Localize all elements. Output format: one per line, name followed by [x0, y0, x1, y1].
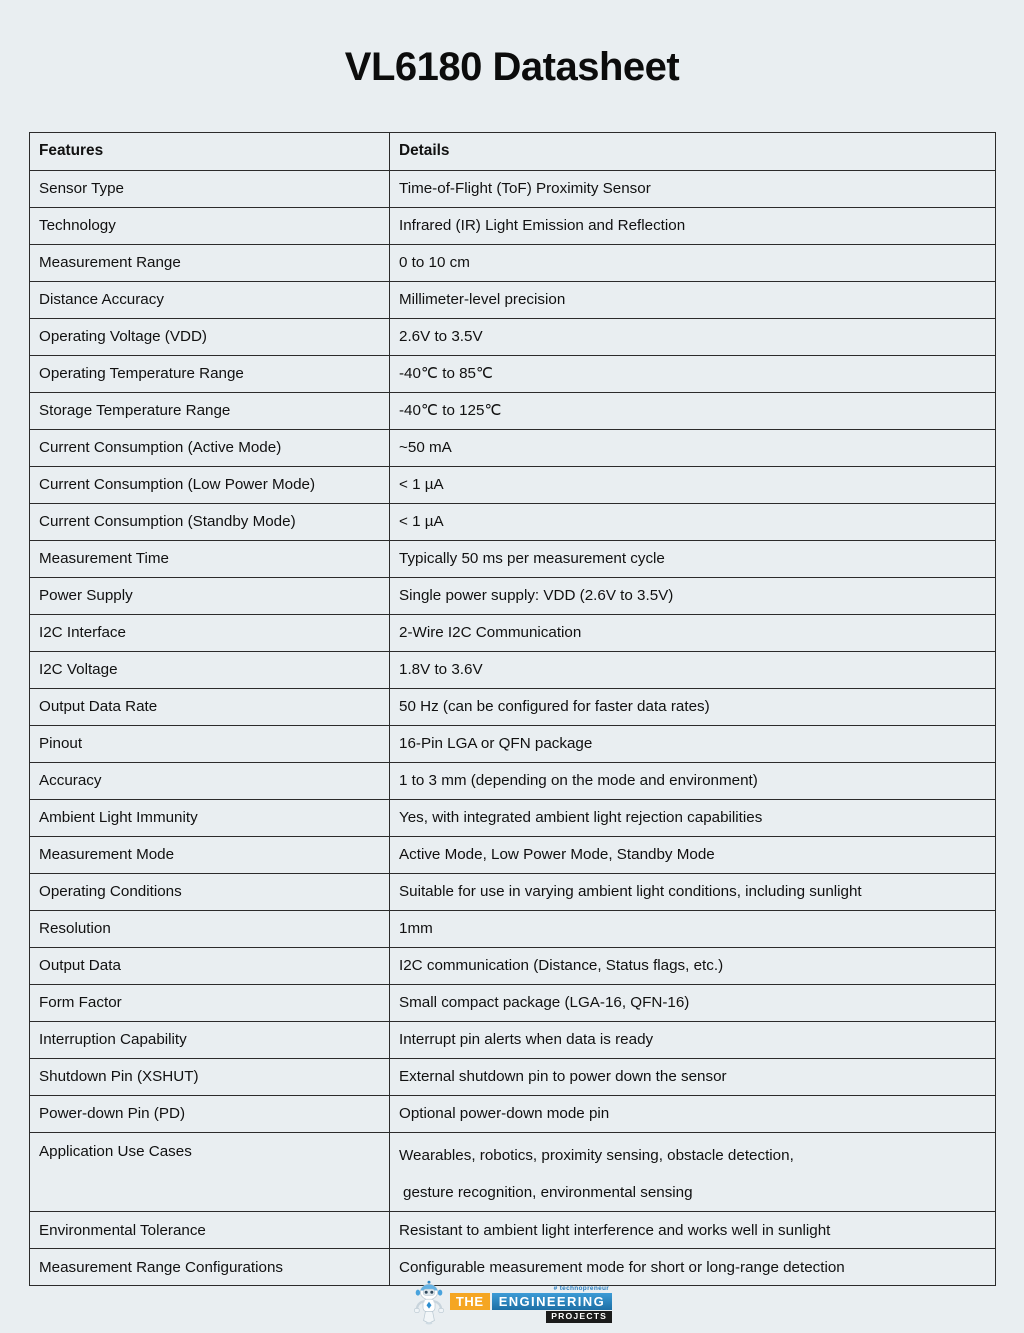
table-row — [30, 947, 996, 984]
logo-wordmark — [450, 1285, 612, 1325]
table-row — [30, 503, 996, 540]
cell-feature: I2C Voltage — [30, 651, 390, 688]
specification-table — [29, 132, 996, 1286]
cell-feature: Accuracy — [30, 762, 390, 799]
cell-detail: 1.8V to 3.6V — [390, 651, 996, 688]
cell-detail: Resistant to ambient light interference and works well in sunlight — [390, 1212, 996, 1249]
datasheet-page — [0, 27, 1024, 1333]
table-row — [30, 984, 996, 1021]
cell-detail: External shutdown pin to power down the sensor — [390, 1058, 996, 1095]
cell-detail — [390, 1132, 996, 1211]
cell-detail: ~50 mA — [390, 429, 996, 466]
the-engineering-projects-logo — [412, 1279, 612, 1325]
cell-feature: Measurement Range Configurations — [30, 1249, 390, 1286]
cell-feature: Output Data Rate — [30, 688, 390, 725]
cell-feature: Operating Temperature Range — [30, 355, 390, 392]
cell-detail: 50 Hz (can be configured for faster data rates) — [390, 688, 996, 725]
table-row — [30, 1021, 996, 1058]
cell-detail: Single power supply: VDD (2.6V to 3.5V) — [390, 577, 996, 614]
table-row — [30, 244, 996, 281]
cell-feature: Operating Conditions — [30, 873, 390, 910]
cell-detail: Active Mode, Low Power Mode, Standby Mode — [390, 836, 996, 873]
table-row — [30, 762, 996, 799]
cell-detail: -40℃ to 85℃ — [390, 355, 996, 392]
table-row — [30, 170, 996, 207]
robot-mascot-icon — [412, 1279, 446, 1325]
cell-feature: Application Use Cases — [30, 1132, 390, 1211]
cell-detail: 2.6V to 3.5V — [390, 318, 996, 355]
logo-badges — [450, 1293, 612, 1311]
logo-badge-engineering: ENGINEERING — [492, 1293, 612, 1311]
table-body — [30, 170, 996, 1285]
cell-feature: Power Supply — [30, 577, 390, 614]
table-row — [30, 540, 996, 577]
cell-detail: Millimeter-level precision — [390, 281, 996, 318]
table-header — [30, 132, 996, 170]
table-row — [30, 725, 996, 762]
footer-logo — [0, 1279, 1024, 1325]
cell-detail: Suitable for use in varying ambient light conditions, including sunlight — [390, 873, 996, 910]
cell-detail: Interrupt pin alerts when data is ready — [390, 1021, 996, 1058]
cell-feature: Measurement Mode — [30, 836, 390, 873]
logo-tagline: # technopreneur — [553, 1284, 610, 1292]
cell-feature: Interruption Capability — [30, 1021, 390, 1058]
cell-detail: -40℃ to 125℃ — [390, 392, 996, 429]
cell-detail-line-2: gesture recognition, environmental sensing — [403, 1183, 693, 1201]
cell-feature: Resolution — [30, 910, 390, 947]
cell-detail-line-1: Wearables, robotics, proximity sensing, obstacle detection, — [399, 1146, 794, 1164]
logo-badge-the: THE — [450, 1293, 490, 1311]
table-row — [30, 1058, 996, 1095]
table-row — [30, 318, 996, 355]
table-row — [30, 836, 996, 873]
cell-feature: Pinout — [30, 725, 390, 762]
cell-feature: Sensor Type — [30, 170, 390, 207]
table-row — [30, 281, 996, 318]
cell-feature: Measurement Time — [30, 540, 390, 577]
cell-detail: 1 to 3 mm (depending on the mode and environment) — [390, 762, 996, 799]
cell-detail: Infrared (IR) Light Emission and Reflection — [390, 207, 996, 244]
cell-detail: Typically 50 ms per measurement cycle — [390, 540, 996, 577]
table-row — [30, 873, 996, 910]
table-row — [30, 577, 996, 614]
table-row — [30, 207, 996, 244]
cell-detail: 16-Pin LGA or QFN package — [390, 725, 996, 762]
cell-detail: Configurable measurement mode for short or long-range detection — [390, 1249, 996, 1286]
cell-detail: Small compact package (LGA-16, QFN-16) — [390, 984, 996, 1021]
table-row — [30, 355, 996, 392]
table-row — [30, 614, 996, 651]
cell-detail: < 1 µA — [390, 466, 996, 503]
cell-feature: Current Consumption (Active Mode) — [30, 429, 390, 466]
cell-feature: Storage Temperature Range — [30, 392, 390, 429]
cell-feature: Ambient Light Immunity — [30, 799, 390, 836]
table-row — [30, 910, 996, 947]
cell-feature: Operating Voltage (VDD) — [30, 318, 390, 355]
cell-feature: Environmental Tolerance — [30, 1212, 390, 1249]
cell-feature: Shutdown Pin (XSHUT) — [30, 1058, 390, 1095]
cell-feature: Current Consumption (Low Power Mode) — [30, 466, 390, 503]
table-row — [30, 1095, 996, 1132]
table-row — [30, 688, 996, 725]
cell-detail: < 1 µA — [390, 503, 996, 540]
cell-feature: Distance Accuracy — [30, 281, 390, 318]
cell-feature: Current Consumption (Standby Mode) — [30, 503, 390, 540]
table-row — [30, 799, 996, 836]
cell-detail: 1mm — [390, 910, 996, 947]
table-row — [30, 651, 996, 688]
cell-feature: Measurement Range — [30, 244, 390, 281]
cell-feature: Form Factor — [30, 984, 390, 1021]
spec-table-container — [29, 132, 995, 1286]
column-header-features: Features — [30, 132, 390, 170]
cell-feature: Technology — [30, 207, 390, 244]
table-row — [30, 429, 996, 466]
cell-detail: I2C communication (Distance, Status flags, etc.) — [390, 947, 996, 984]
cell-feature: I2C Interface — [30, 614, 390, 651]
cell-detail: Time-of-Flight (ToF) Proximity Sensor — [390, 170, 996, 207]
table-row — [30, 1212, 996, 1249]
column-header-details: Details — [390, 132, 996, 170]
cell-detail: Yes, with integrated ambient light rejection capabilities — [390, 799, 996, 836]
cell-feature: Power-down Pin (PD) — [30, 1095, 390, 1132]
cell-detail: 2-Wire I2C Communication — [390, 614, 996, 651]
page-title: VL6180 Datasheet — [344, 44, 680, 89]
table-row — [30, 392, 996, 429]
logo-badge-projects: PROJECTS — [546, 1311, 612, 1322]
cell-detail: 0 to 10 cm — [390, 244, 996, 281]
table-row — [30, 466, 996, 503]
table-header-row — [30, 132, 996, 170]
cell-detail: Optional power-down mode pin — [390, 1095, 996, 1132]
table-row — [30, 1132, 996, 1211]
cell-feature: Output Data — [30, 947, 390, 984]
